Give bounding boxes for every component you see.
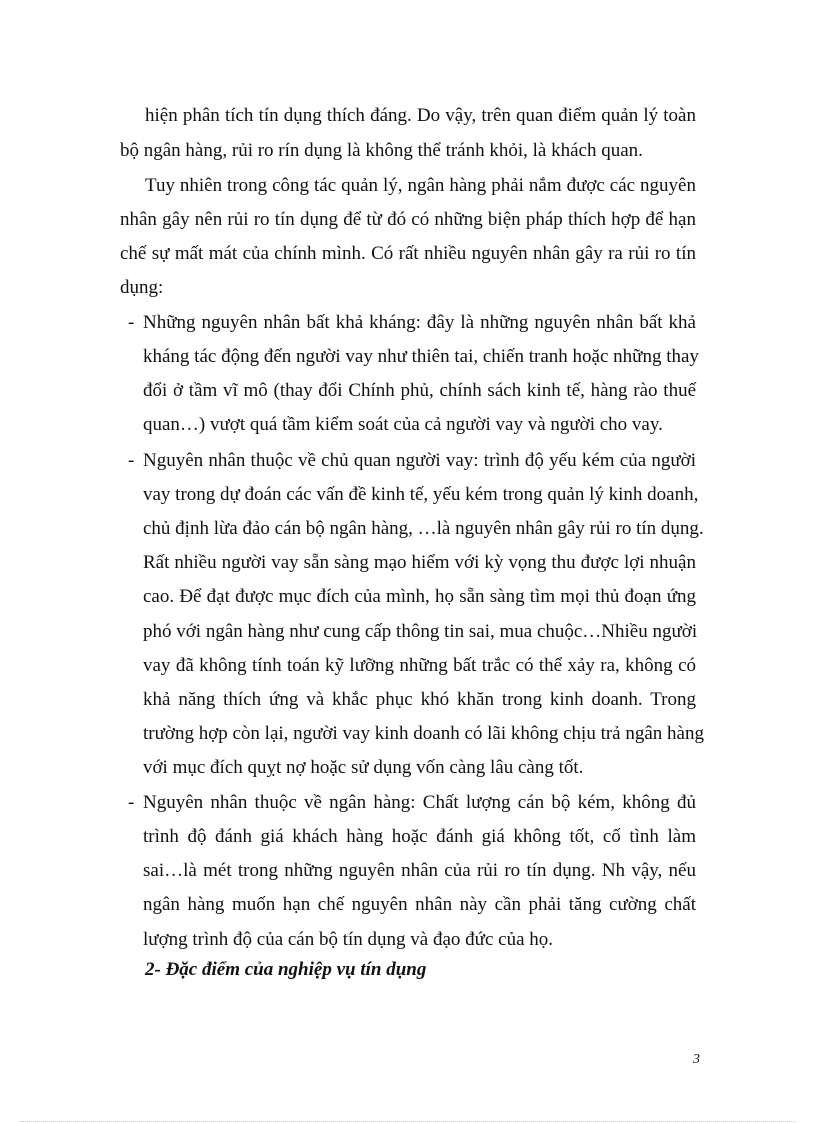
bullet-2-line-9: trường hợp còn lại, người vay kinh doanh có lãi không chịu trả ngân hàng	[143, 723, 704, 744]
bullet-1-line-1: Những nguyên nhân bất khả kháng: đây là những nguyên nhân bất khả	[143, 312, 696, 333]
bullet-3-line-2: trình độ đánh giá khách hàng hoặc đánh giá không tốt, cố tình làm	[143, 826, 696, 847]
bullet-3-line-4: ngân hàng muốn hạn chế nguyên nhân này cần phải tăng cường chất	[143, 894, 696, 915]
bullet-2-line-5: cao. Để đạt được mục đích của mình, họ sẵn sàng tìm mọi thủ đoạn ứng	[143, 586, 696, 607]
paragraph-2-line-4: dụng:	[120, 277, 164, 298]
bullet-3-line-1: Nguyên nhân thuộc về ngân hàng: Chất lượng cán bộ kém, không đủ	[143, 792, 696, 813]
paragraph-2-line-3: chế sự mất mát của chính mình. Có rất nhiều nguyên nhân gây ra rủi ro tín	[120, 243, 696, 264]
bullet-2-line-7: vay đã không tính toán kỹ lưỡng những bất trắc có thể xảy ra, không có	[143, 655, 696, 676]
bullet-1-line-4: quan…) vượt quá tầm kiểm soát của cả người vay và người cho vay.	[143, 414, 663, 435]
bullet-2-line-1: Nguyên nhân thuộc về chủ quan người vay: trình độ yếu kém của người	[143, 450, 696, 471]
bullet-2-line-10: với mục đích quỵt nợ hoặc sử dụng vốn càng lâu càng tốt.	[143, 757, 584, 778]
paragraph-2-line-1: Tuy nhiên trong công tác quản lý, ngân hàng phải nắm được các nguyên	[145, 175, 696, 196]
bullet-2-marker: -	[128, 450, 135, 471]
bullet-1-marker: -	[128, 312, 135, 333]
page-number: 3	[693, 1052, 700, 1067]
bullet-2-line-8: khả năng thích ứng và khắc phục khó khăn trong kinh doanh. Trong	[143, 689, 696, 710]
bullet-2-line-6: phó với ngân hàng như cung cấp thông tin sai, mua chuộc…Nhiều người	[143, 621, 698, 642]
bullet-3-marker: -	[128, 792, 135, 813]
paragraph-1-line-2: bộ ngân hàng, rủi ro rín dụng là không thể tránh khỏi, là khách quan.	[120, 140, 643, 161]
bullet-2-line-4: Rất nhiều người vay sẵn sàng mạo hiểm với kỳ vọng thu được lợi nhuận	[143, 552, 696, 573]
bullet-1-line-3: đổi ở tầm vĩ mô (thay đổi Chính phủ, chính sách kinh tế, hàng rào thuế	[143, 380, 696, 401]
bullet-3-line-3: sai…là mét trong những nguyên nhân của rủi ro tín dụng. Nh vậy, nếu	[143, 860, 696, 881]
bullet-2-line-2: vay trong dự đoán các vấn đề kinh tế, yếu kém trong quản lý kinh doanh,	[143, 484, 699, 505]
bullet-3-line-5: lượng trình độ của cán bộ tín dụng và đạo đức của họ.	[143, 929, 554, 950]
bullet-1-line-2: kháng tác động đến người vay như thiên tai, chiến tranh hoặc những thay	[143, 346, 699, 367]
bullet-2-line-3: chủ định lừa đảo cán bộ ngân hàng, …là nguyên nhân gây rủi ro tín dụng.	[143, 518, 704, 539]
section-heading: 2- Đặc điểm của nghiệp vụ tín dụng	[145, 959, 427, 980]
page-bottom-border	[20, 1121, 796, 1122]
paragraph-2-line-2: nhân gây nên rủi ro tín dụng để từ đó có những biện pháp thích hợp để hạn	[120, 209, 696, 230]
paragraph-1-line-1: hiện phân tích tín dụng thích đáng. Do vậy, trên quan điểm quản lý toàn	[145, 105, 696, 126]
